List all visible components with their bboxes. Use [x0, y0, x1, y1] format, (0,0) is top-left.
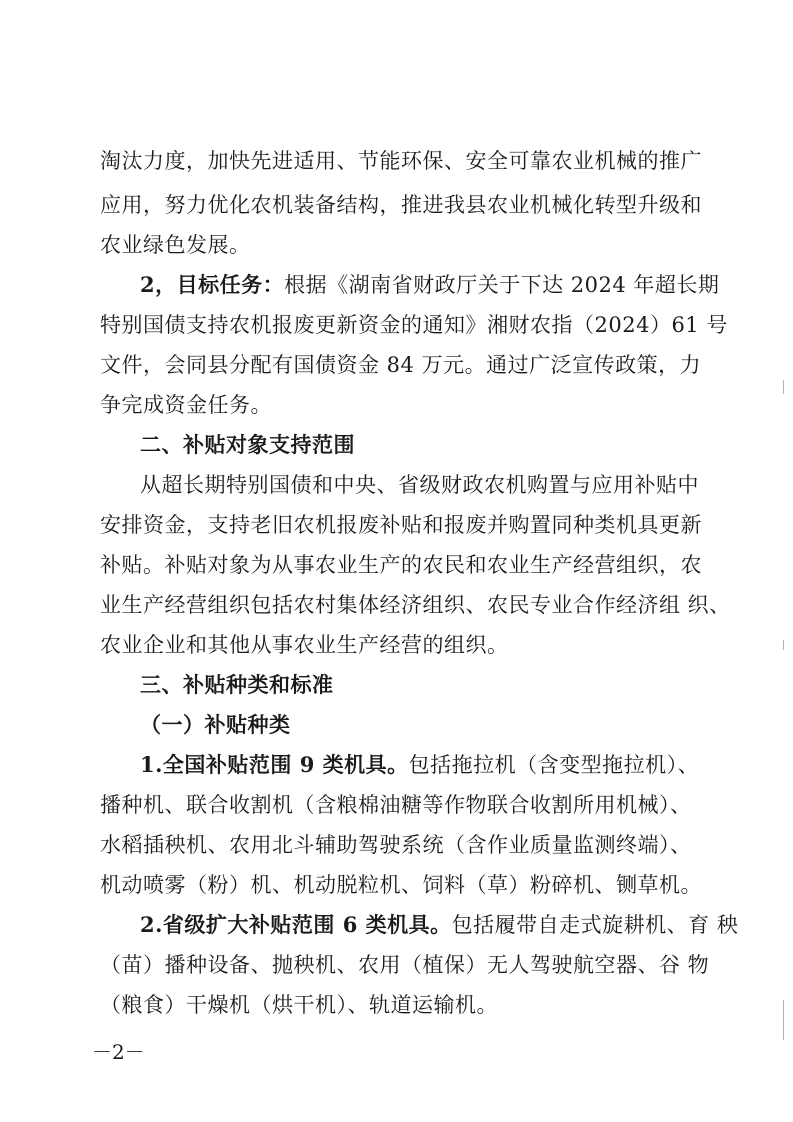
- paragraph-line-2: [100, 190, 702, 220]
- paragraph-line-7: [100, 390, 272, 420]
- line-text: 水稻插秧机、农用北斗辅助驾驶系统（含作业质量监测终端）、: [100, 833, 692, 857]
- line-text: （粮食）干燥机（烘干机）、轨道运输机。: [100, 993, 498, 1017]
- line-text: 文件，会同县分配有国债资金 84 万元。通过广泛宣传政策，力: [100, 353, 702, 377]
- subsection-heading-1: [140, 710, 291, 740]
- line-text: 淘汰力度，加快先进适用、节能环保、安全可靠农业机械的推广: [100, 149, 702, 173]
- paragraph-line-1: [100, 146, 702, 176]
- scan-edge-mark: [783, 640, 784, 650]
- section-heading-2: [140, 430, 355, 460]
- heading-text: （一）补贴种类: [140, 713, 291, 737]
- scan-edge-mark: [783, 1000, 784, 1040]
- paragraph-line-13: [100, 630, 509, 660]
- line-text: 从超长期特别国债和中央、省级财政农机购置与应用补贴中: [140, 473, 699, 497]
- paragraph-line-9: [140, 470, 699, 500]
- paragraph-line-12: [100, 590, 731, 620]
- line-text: 播种机、联合收割机（含粮棉油糖等作物联合收割所用机械）、: [100, 793, 692, 817]
- paragraph-line-10: [100, 510, 702, 540]
- line-text: 应用，努力优化农机装备结构，推进我县农业机械化转型升级和: [100, 193, 702, 217]
- national-scope-lead: 1.全国补贴范围 9 类机具。: [140, 752, 409, 777]
- paragraph-line-17: [100, 790, 692, 820]
- paragraph-line-21: [100, 950, 709, 980]
- paragraph-line-11: [100, 550, 702, 580]
- line-text: 补贴。补贴对象为从事农业生产的农民和农业生产经营组织，农: [100, 553, 702, 577]
- scan-edge-mark: [783, 380, 784, 394]
- heading-text: 三、补贴种类和标准: [140, 673, 334, 697]
- paragraph-line-22: [100, 990, 498, 1020]
- line-text: 根据《湖南省财政厅关于下达 2024 年超长期: [284, 273, 720, 297]
- paragraph-line-6: [100, 350, 701, 380]
- line-text: 包括履带自走式旋耕机、育 秧: [451, 913, 739, 937]
- line-text: 农业企业和其他从事农业生产经营的组织。: [100, 633, 509, 657]
- target-task-lead: 2，目标任务：: [140, 272, 285, 297]
- provincial-scope-lead: 2.省级扩大补贴范围 6 类机具。: [140, 912, 452, 937]
- paragraph-line-18: [100, 830, 692, 860]
- paragraph-line-3: [100, 230, 251, 260]
- line-text: 安排资金，支持老旧农机报废补贴和报废并购置同种类机具更新: [100, 513, 702, 537]
- line-text: 农业绿色发展。: [100, 233, 251, 257]
- line-text: （苗）播种设备、抛秧机、农用（植保）无人驾驶航空器、谷 物: [100, 953, 710, 977]
- paragraph-line-20: [140, 910, 738, 940]
- section-heading-3: [140, 670, 334, 700]
- heading-text: 二、补贴对象支持范围: [140, 433, 355, 457]
- line-text: 包括拖拉机（含变型拖拉机）、: [408, 753, 700, 777]
- paragraph-line-4: [140, 270, 719, 300]
- line-text: 机动喷雾（粉）机、机动脱粒机、饲料（草）粉碎机、铡草机。: [100, 873, 702, 897]
- paragraph-line-5: [100, 310, 728, 340]
- page-number: －2－: [92, 1040, 145, 1064]
- line-text: 争完成资金任务。: [100, 393, 272, 417]
- line-text: 特别国债支持农机报废更新资金的通知》湘财农指（2024）61 号: [100, 313, 728, 337]
- paragraph-line-19: [100, 870, 702, 900]
- paragraph-line-16: [140, 750, 699, 780]
- line-text: 业生产经营组织包括农村集体经济组织、农民专业合作经济组 织、: [100, 593, 731, 617]
